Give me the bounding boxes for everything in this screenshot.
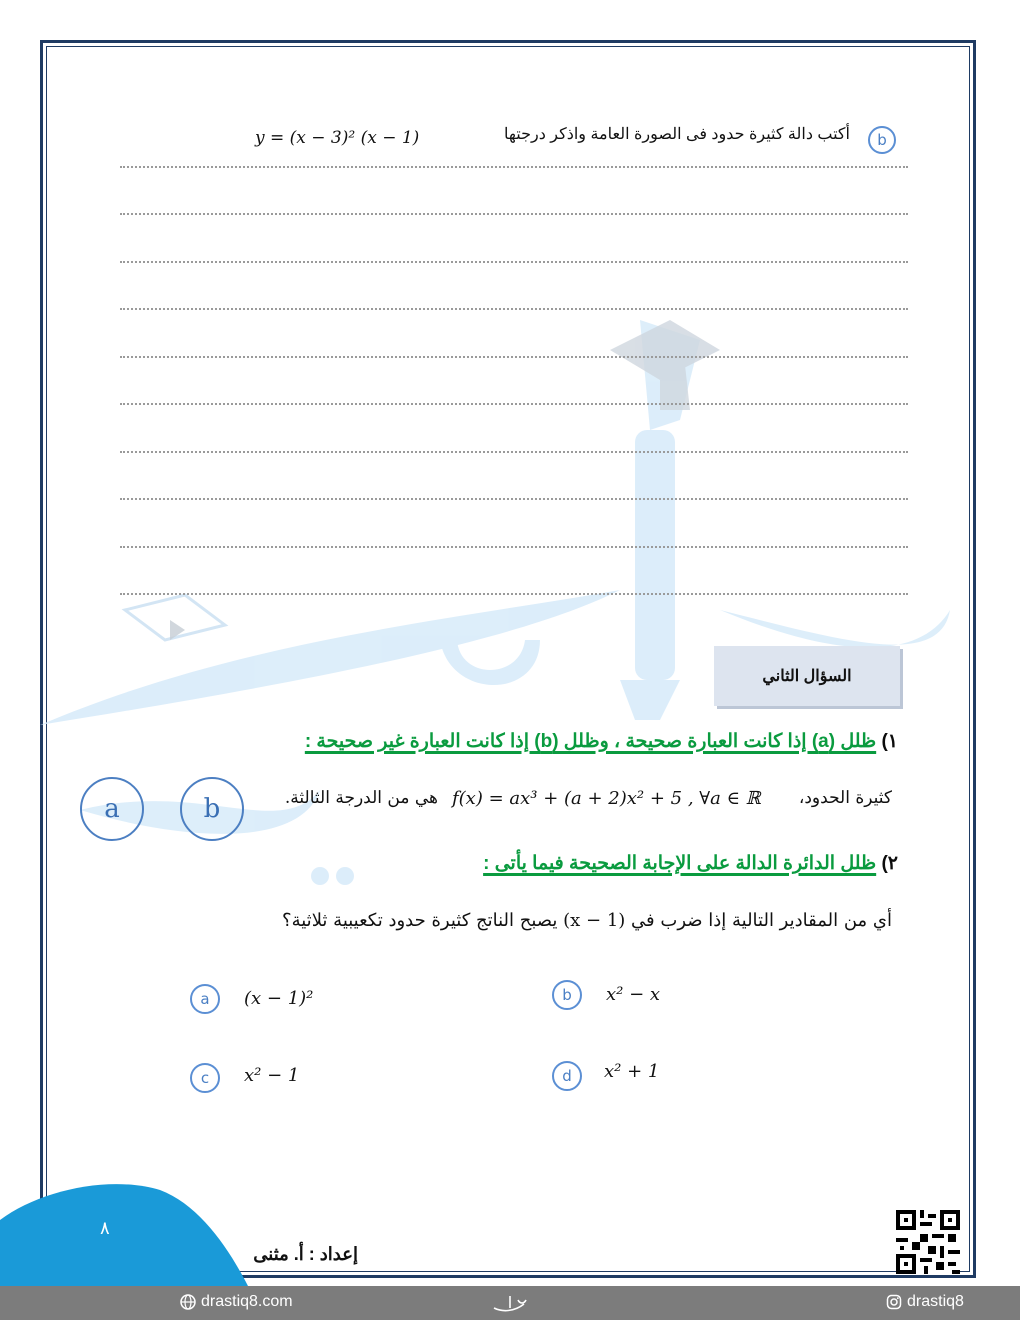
answer-line <box>120 261 908 263</box>
answer-line <box>120 403 908 405</box>
q2-option-a-letter: a <box>200 990 210 1008</box>
q2-option-c-bubble[interactable] <box>190 1063 220 1093</box>
qr-code <box>896 1210 960 1274</box>
answer-line <box>120 593 908 595</box>
q2-option-c-letter: c <box>200 1069 210 1087</box>
q2-option-d-bubble[interactable] <box>552 1061 582 1091</box>
q1-number: ١) <box>881 731 898 752</box>
q1-option-b-bubble[interactable] <box>180 777 244 841</box>
page-number-tab <box>0 1180 260 1290</box>
footer-website[interactable] <box>180 1293 293 1311</box>
q1-statement-start: كثيرة الحدود، <box>798 788 892 808</box>
footer-instagram-text: drastiq8 <box>907 1293 964 1310</box>
answer-line <box>120 308 908 310</box>
q1-option-b-label: b <box>203 794 221 824</box>
q1-formula: f(x) = ax³ + (a + 2)x² + 5 , ∀a ∈ ℝ <box>452 788 761 809</box>
answer-line <box>120 498 908 500</box>
globe-icon <box>180 1294 196 1310</box>
q2-heading-text: ظلل الدائرة الدالة على الإجابة الصحيحة فيما يأتى : <box>483 853 877 874</box>
q2-option-b-bubble[interactable] <box>552 980 582 1010</box>
answer-line <box>120 546 908 548</box>
footer-logo <box>490 1292 530 1314</box>
page-number: ٨ <box>100 1218 110 1239</box>
q1-option-a-label: a <box>104 794 120 824</box>
part-b-expression: y = (x − 3)² (x − 1) <box>255 128 420 148</box>
part-b-marker <box>868 126 896 154</box>
answer-line <box>120 356 908 358</box>
q2-option-d-expr: x² + 1 <box>604 1061 660 1082</box>
q2-option-b-expr: x² − x <box>606 984 661 1005</box>
q2-number: ٢) <box>881 853 898 874</box>
answer-line <box>120 166 908 168</box>
q2-option-d-letter: d <box>562 1067 572 1085</box>
q2-question: أي من المقادير التالية إذا ضرب في (x − 1) يصبح الناتج كثيرة حدود تكعيبية ثلاثية؟ <box>282 910 892 931</box>
q2-option-b-letter: b <box>562 986 572 1004</box>
q2-option-a-expr: (x − 1)² <box>244 988 314 1009</box>
part-b-instruction: أكتب دالة كثيرة حدود فى الصورة العامة واذكر درجتها <box>504 126 850 143</box>
section-tag-label: السؤال الثاني <box>762 668 852 685</box>
instagram-icon <box>886 1294 902 1310</box>
answer-line <box>120 213 908 215</box>
answer-line <box>120 451 908 453</box>
author-credit: إعداد : أ. مثنى <box>253 1244 358 1264</box>
q1-option-a-bubble[interactable] <box>80 777 144 841</box>
part-b-marker-letter: b <box>877 131 887 149</box>
q2-option-c-expr: x² − 1 <box>244 1065 300 1086</box>
q1-heading-text: ظلل (a) إذا كانت العبارة صحيحة ، وظلل (b) إذا كانت العبارة غير صحيحة : <box>304 731 877 752</box>
footer-instagram[interactable] <box>886 1293 976 1311</box>
q1-statement-end: هي من الدرجة الثالثة. <box>284 788 438 808</box>
q2-option-a-bubble[interactable] <box>190 984 220 1014</box>
q1-heading <box>305 730 898 753</box>
footer-website-text: drastiq8.com <box>201 1293 293 1310</box>
section-tag <box>714 646 900 706</box>
q2-heading <box>483 852 898 875</box>
